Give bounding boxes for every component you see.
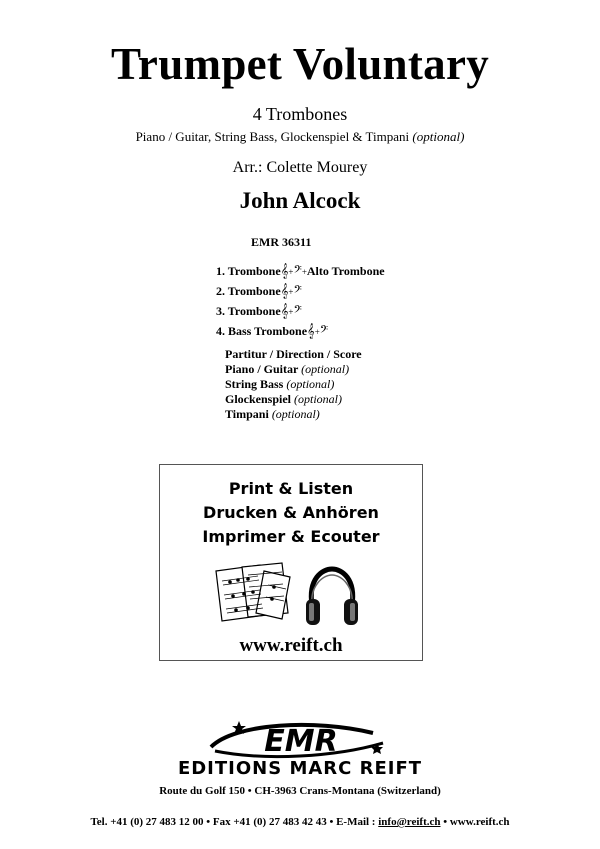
- arranger: Arr.: Colette Mourey: [232, 159, 368, 176]
- part-item: 3. Trombone𝄞+𝄢: [216, 304, 302, 319]
- parts-list: [216, 263, 385, 343]
- promo-line-english: Print & Listen: [228, 479, 354, 498]
- part-suffix: Alto Trombone: [306, 264, 385, 278]
- treble-clef-icon: 𝄞: [280, 284, 289, 299]
- email-link[interactable]: info@reift.ch: [378, 816, 441, 828]
- extras-list: [225, 347, 362, 422]
- emr-logo-text: EMR: [264, 724, 338, 759]
- part-item: 1. Trombone𝄞+𝄢+Alto Trombone: [216, 264, 385, 279]
- contact-website[interactable]: • www.reift.ch: [440, 816, 510, 828]
- bass-clef-icon: 𝄢: [319, 324, 329, 339]
- extra-label: Piano / Guitar: [225, 362, 299, 376]
- sheet-music-icon: [208, 561, 294, 623]
- print-listen-box: [159, 464, 423, 661]
- extra-label: Glockenspiel: [225, 392, 292, 406]
- headphones-icon: [304, 565, 360, 627]
- bass-clef-icon: 𝄢: [293, 264, 302, 279]
- extra-label: Timpani: [225, 407, 269, 421]
- extra-item: [225, 392, 362, 407]
- treble-clef-icon: 𝄞: [280, 264, 289, 279]
- extra-note: (optional): [301, 362, 350, 376]
- title: Trumpet Voluntary: [110, 39, 490, 89]
- publisher-address: Route du Golf 150 • CH-3963 Crans-Montana (Switzerland): [159, 785, 441, 797]
- publisher-name: EDITIONS MARC REIFT: [177, 758, 423, 779]
- extra-note: (optional): [286, 377, 335, 391]
- part-label: 4. Bass Trombone: [216, 324, 308, 338]
- instrumentation-optional: (optional): [412, 129, 465, 144]
- part-item: 4. Bass Trombone𝄞+𝄢: [216, 324, 329, 339]
- extra-item: [225, 407, 362, 422]
- extra-label: String Bass: [225, 377, 284, 391]
- extra-note: (optional): [294, 392, 343, 406]
- instrumentation-main: Piano / Guitar, String Bass, Glockenspiel & Timpani: [135, 129, 410, 144]
- emr-logo: [205, 717, 391, 759]
- treble-clef-icon: 𝄞: [280, 304, 289, 319]
- part-label: 3. Trombone: [216, 304, 281, 318]
- promo-line-french: Imprimer & Ecouter: [202, 527, 380, 546]
- extra-note: (optional): [271, 407, 320, 421]
- instrumentation-line: [0, 129, 600, 145]
- extra-item: [225, 377, 362, 392]
- treble-clef-icon: 𝄞: [307, 324, 315, 339]
- publisher-contact: [0, 816, 600, 828]
- extra-item: [225, 362, 362, 377]
- part-item: 2. Trombone𝄞+𝄢: [216, 284, 302, 299]
- extra-item: [225, 347, 362, 362]
- contact-phone-fax: Tel. +41 (0) 27 483 12 00 • Fax +41 (0) 27 483 42 43 • E-Mail :: [90, 816, 379, 828]
- promo-line-german: Drucken & Anhören: [203, 503, 379, 522]
- bass-clef-icon: 𝄢: [293, 304, 302, 319]
- extra-label: Partitur / Direction / Score: [225, 347, 362, 361]
- catalog-number: EMR 36311: [251, 235, 312, 249]
- subtitle: 4 Trombones: [252, 104, 348, 124]
- bass-clef-icon: 𝄢: [293, 284, 302, 299]
- composer: John Alcock: [239, 188, 361, 213]
- promo-url[interactable]: www.reift.ch: [239, 635, 343, 656]
- part-label: 2. Trombone: [216, 284, 281, 298]
- part-label: 1. Trombone: [216, 264, 281, 278]
